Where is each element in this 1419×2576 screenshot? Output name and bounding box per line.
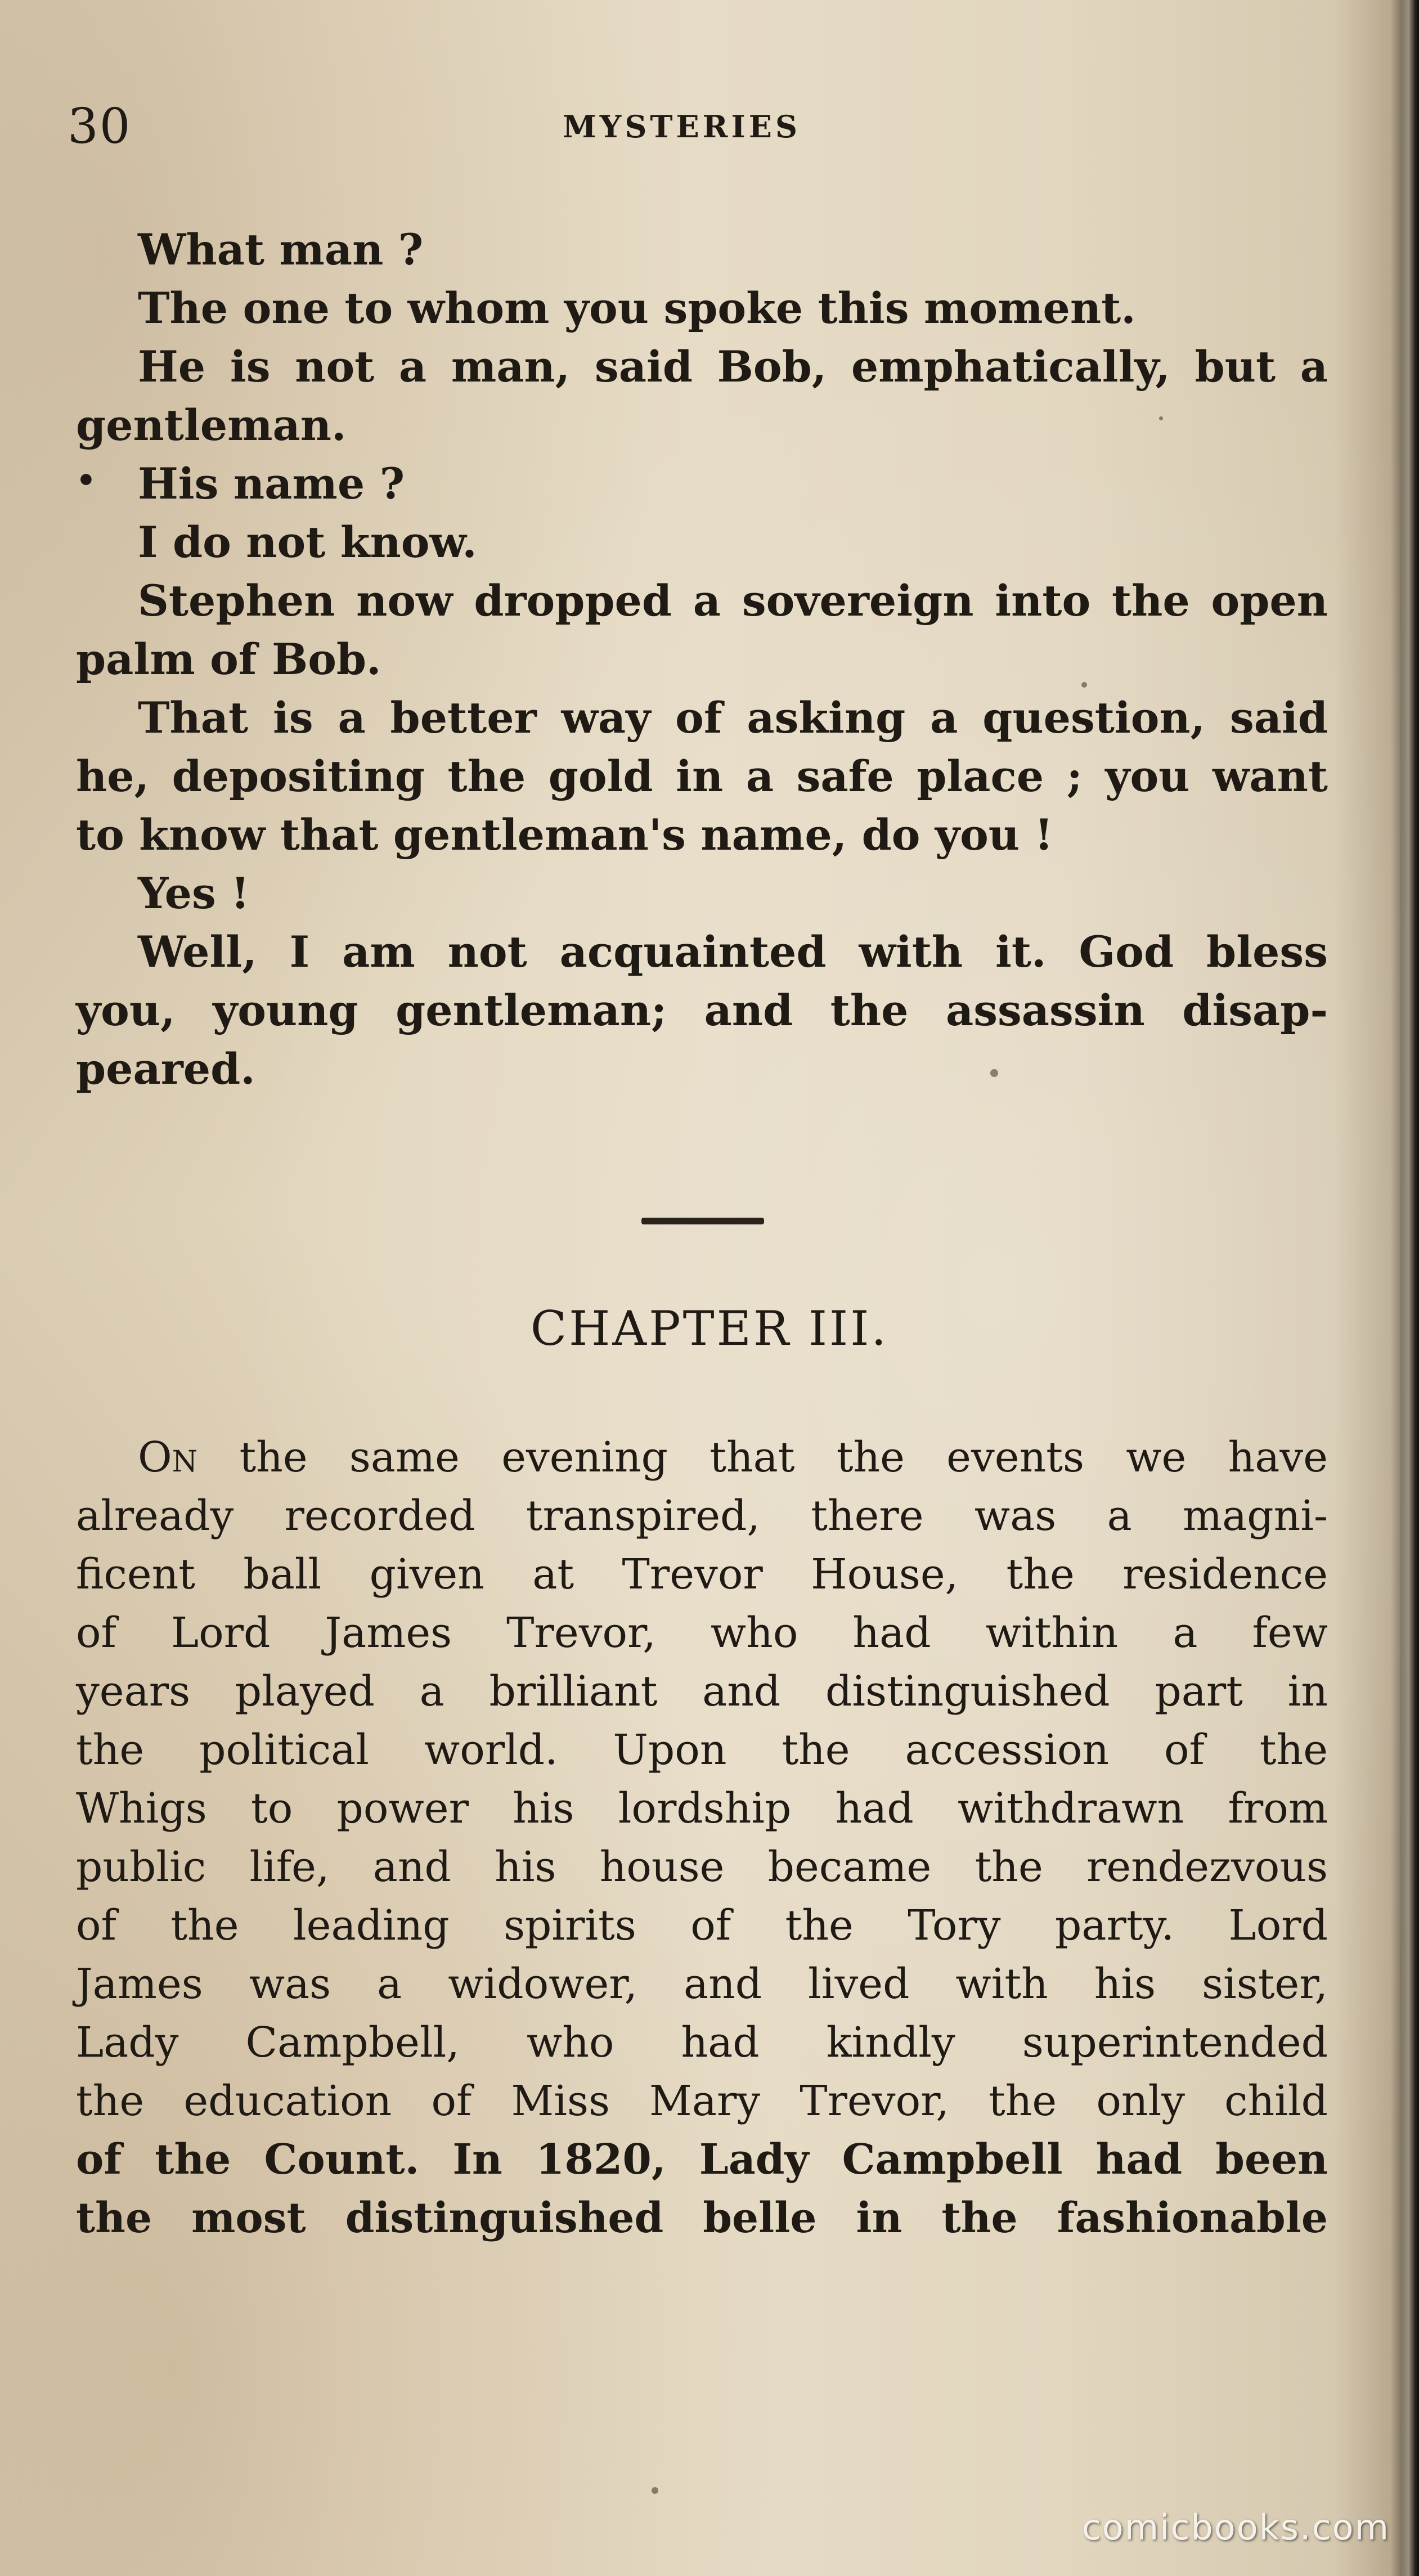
dialogue-line-text: His name ? (138, 459, 405, 509)
paragraph-line: years played a brilliant and distinguished part in (76, 1667, 1328, 1716)
section-divider-rule (641, 1218, 764, 1224)
dialogue-line: That is a better way of asking a question, said (138, 693, 1328, 743)
paragraph-line (76, 1428, 1328, 1487)
dialogue-line: you, young gentleman; and the assassin disap- (76, 985, 1328, 1035)
paragraph-line: the education of Miss Mary Trevor, the only child (76, 2077, 1328, 2125)
paragraph-line: the political world. Upon the accession of the (76, 1726, 1328, 1774)
dialogue-line: Yes ! (138, 868, 250, 918)
paragraph-line: James was a widower, and lived with his sister, (76, 1960, 1328, 2008)
dialogue-section (76, 221, 1328, 1098)
paragraph-line: of the Count. In 1820, Lady Campbell had been (76, 2135, 1328, 2184)
paragraph-line-text: the same evening that the events we have (239, 1433, 1328, 1482)
dialogue-line: to know that gentleman's name, do you ! (76, 810, 1053, 860)
paper-speck (990, 1069, 998, 1077)
stray-bullet-mark: • (76, 462, 96, 499)
opening-word: On (138, 1433, 198, 1482)
paragraph-line: the most distinguished belle in the fashionable (76, 2194, 1328, 2242)
site-watermark: comicbooks.com (1081, 2507, 1390, 2548)
dialogue-line: he, depositing the gold in a safe place ; you want (76, 751, 1328, 801)
paragraph-line: Lady Campbell, who had kindly superintended (76, 2018, 1328, 2067)
paragraph-line: of the leading spirits of the Tory party. Lord (76, 1901, 1328, 1950)
dialogue-line: Stephen now dropped a sovereign into the open (138, 576, 1328, 626)
paragraph-line: ficent ball given at Trevor House, the residence (76, 1550, 1328, 1599)
book-spine-shadow (1400, 0, 1419, 2576)
chapter-paragraph (76, 1428, 1328, 2247)
dialogue-line: What man ? (138, 225, 424, 275)
paragraph-line: public life, and his house became the rendezvous (76, 1843, 1328, 1891)
dialogue-line: peared. (76, 1044, 255, 1094)
dialogue-line: I do not know. (138, 517, 477, 567)
paper-speck (1081, 682, 1087, 688)
paragraph-line: of Lord James Trevor, who had within a few (76, 1609, 1328, 1657)
dialogue-line: Well, I am not acquainted with it. God bless (138, 927, 1328, 977)
page-header (68, 98, 1305, 155)
page-number: 30 (68, 98, 132, 155)
dialogue-line: The one to whom you spoke this moment. (138, 283, 1136, 333)
paragraph-line: Whigs to power his lordship had withdrawn from (76, 1784, 1328, 1833)
running-head: MYSTERIES (563, 109, 801, 145)
chapter-title: CHAPTER III. (530, 1301, 889, 1356)
dialogue-line: palm of Bob. (76, 634, 381, 684)
dialogue-line: He is not a man, said Bob, emphatically, but a (138, 342, 1328, 392)
paper-speck (1159, 416, 1163, 420)
dialogue-line (76, 455, 1328, 513)
paragraph-line: already recorded transpired, there was a magni- (76, 1492, 1328, 1540)
dialogue-line: gentleman. (76, 400, 347, 450)
paper-speck (652, 2487, 658, 2494)
